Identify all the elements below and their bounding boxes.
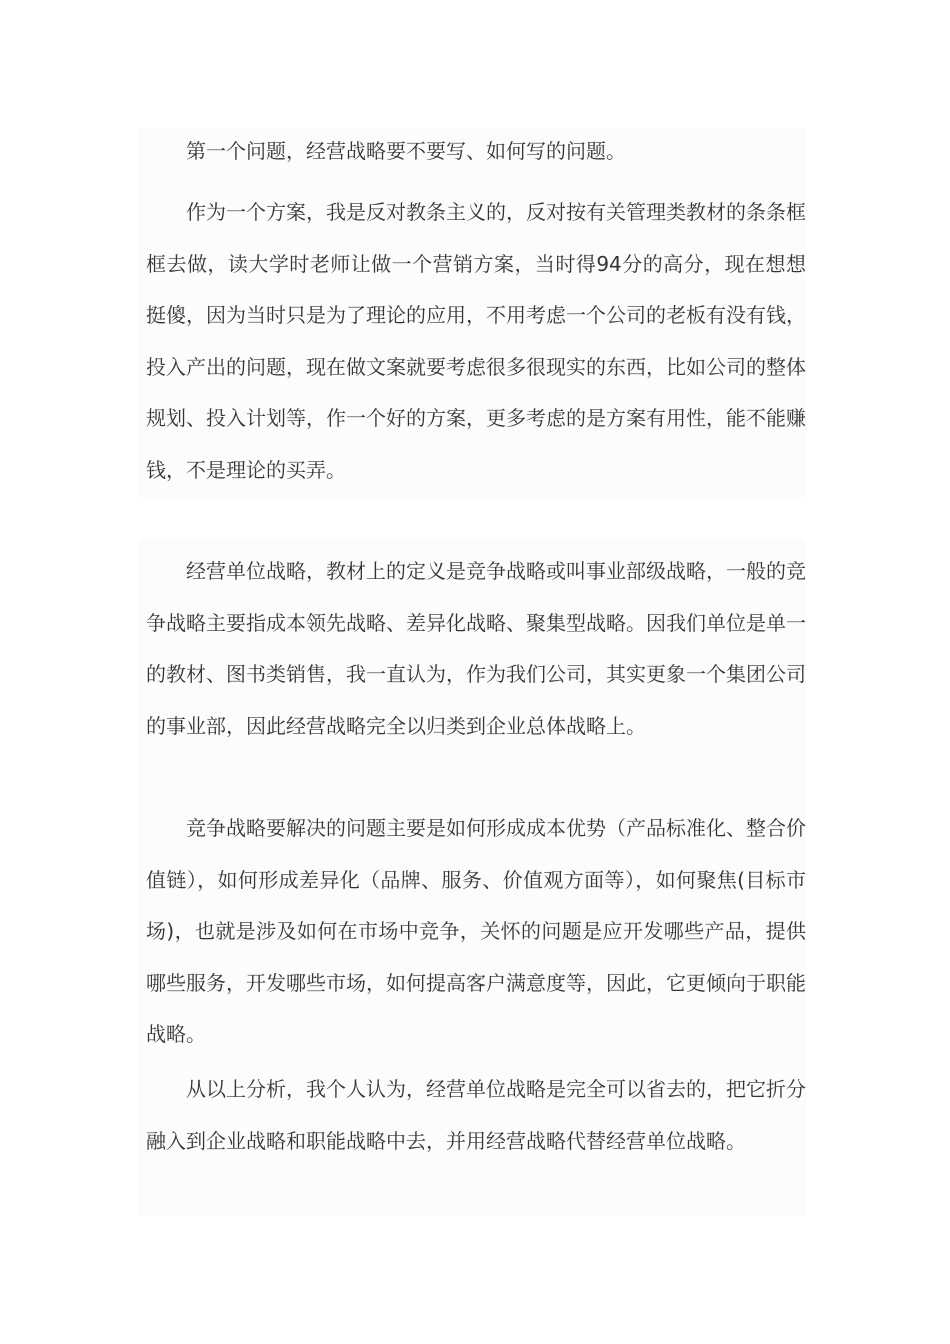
paragraph-2: 作为一个方案，我是反对教条主义的，反对按有关管理类教材的条条框框去做，读大学时老师让做一个营销方案，当时得94分的高分，现在想想挺傻，因为当时只是为了理论的应用，不用考虑一个公司的老板有没有钱，投入产出的问题，现在做文案就要考虑很多很现实的东西，比如公司的整体规划、投入计划等，作一个好的方案，更多考虑的是方案有用性，能不能赚钱，不是理论的买弄。 [146,200,806,482]
paragraph-3: 经营单位战略，教材上的定义是竞争战略或叫事业部级战略，一般的竞争战略主要指成本领先战略、差异化战略、聚集型战略。因我们单位是单一的教材、图书类销售，我一直认为，作为我们公司，其实更象一个集团公司的事业部，因此经营战略完全以归类到企业总体战略上。 [146,559,806,738]
paragraph-4: 竞争战略要解决的问题主要是如何形成成本优势（产品标准化、整合价值链），如何形成差异化（品牌、服务、价值观方面等），如何聚焦(目标市场)，也就是涉及如何在市场中竞争，关怀的问题是应开发哪些产品，提供哪些服务，开发哪些市场，如何提高客户满意度等，因此，它更倾向于职能战略。 [146,816,806,1046]
paragraph-5: 从以上分析，我个人认为，经营单位战略是完全可以省去的，把它折分融入到企业战略和职能战略中去，并用经营战略代替经营单位战略。 [146,1077,806,1153]
paragraph-1: 第一个问题，经营战略要不要写、如何写的问题。 [186,139,626,163]
